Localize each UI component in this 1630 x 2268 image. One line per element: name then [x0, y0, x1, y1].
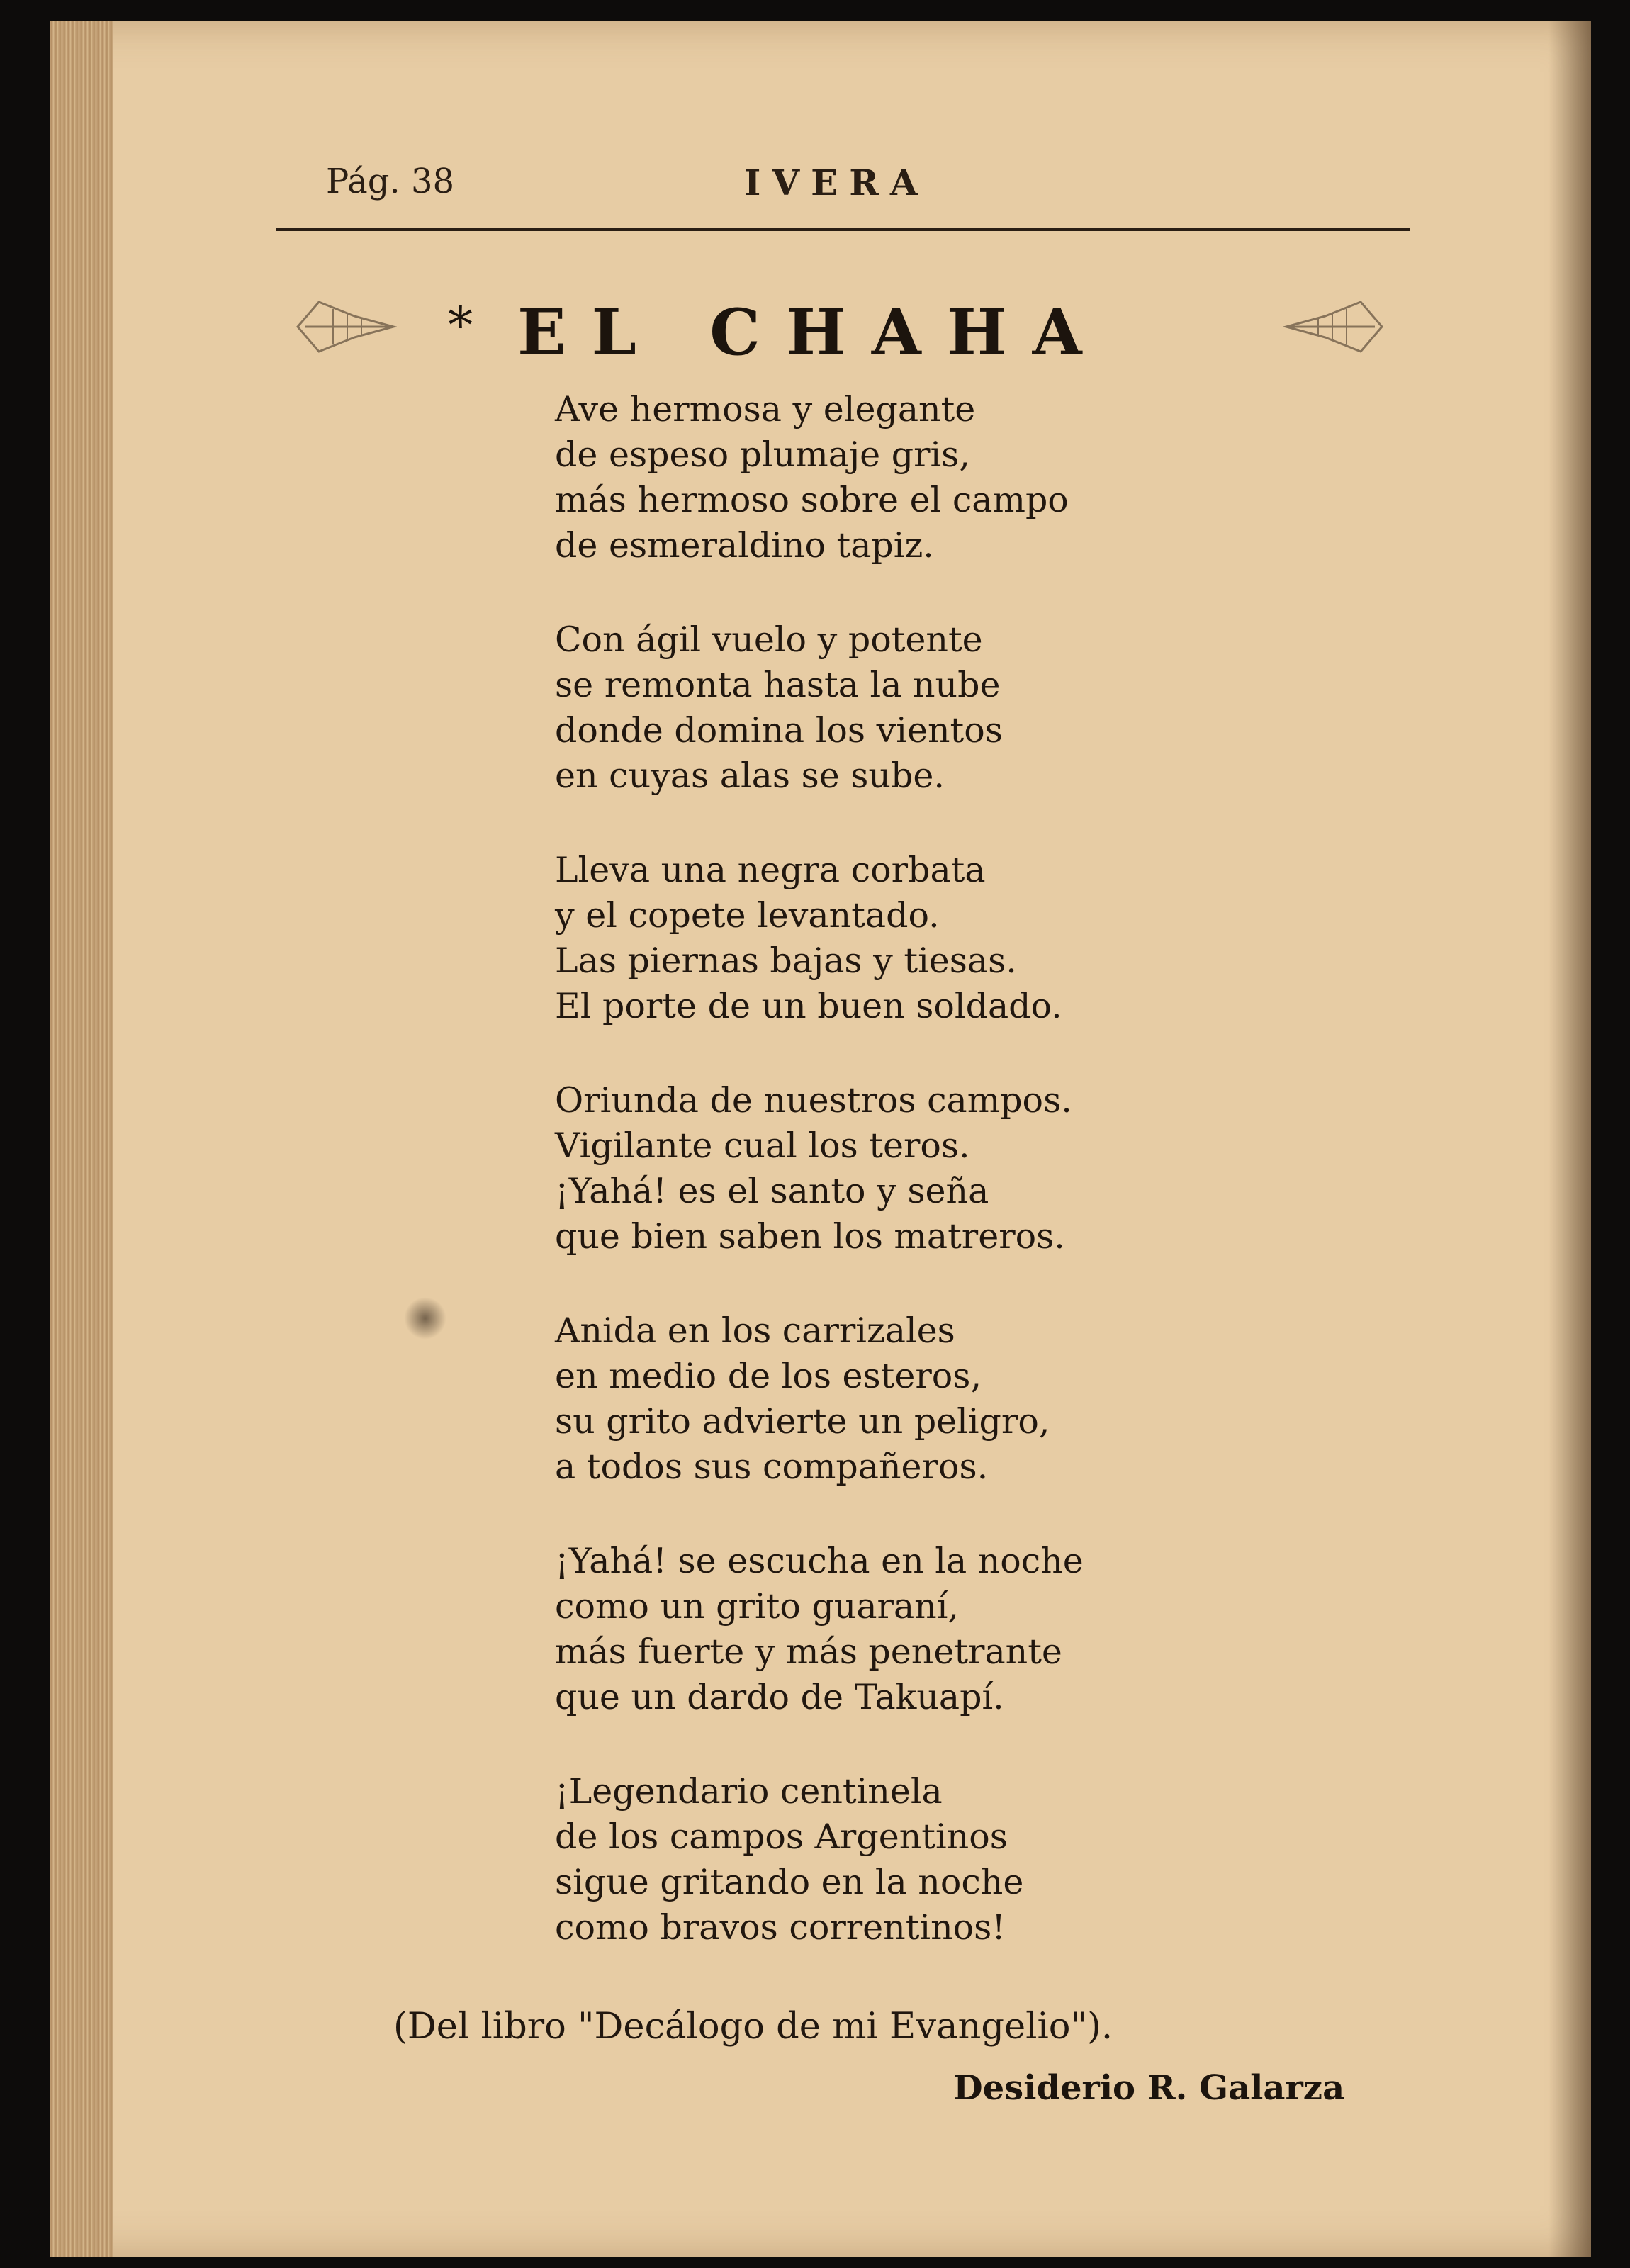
poem-title-row [283, 282, 1389, 370]
stanza [555, 617, 1264, 799]
ink-stain [404, 1297, 446, 1340]
poem-line: que un dardo de Takuapí. [555, 1677, 1004, 1717]
poem-line: y el copete levantado. [555, 895, 940, 936]
poem-line: Oriunda de nuestros campos. [555, 1080, 1072, 1121]
page-edges [50, 21, 113, 2257]
poem-line: a todos sus compañeros. [555, 1447, 989, 1487]
poem-line: El porte de un buen soldado. [555, 986, 1062, 1026]
poem-title: EL CHAHA [517, 295, 1108, 370]
poem-line: en cuyas alas se sube. [555, 756, 945, 796]
poem-line: su grito advierte un peligro, [555, 1401, 1050, 1442]
page-number: Pág. 38 [326, 162, 455, 201]
poem-line: se remonta hasta la nube [555, 665, 1001, 705]
stanza [555, 387, 1264, 568]
journal-title: IVERA [744, 162, 929, 203]
poem-line: de los campos Argentinos [555, 1817, 1008, 1857]
poem-line: Ave hermosa y elegante [555, 389, 976, 430]
poem-line: Con ágil vuelo y potente [555, 619, 983, 660]
stanza [555, 1539, 1264, 1720]
page-header [269, 155, 1421, 211]
stanza [555, 1078, 1264, 1259]
poem-line: como bravos correntinos! [555, 1907, 1006, 1948]
poem-line: de esmeraldino tapiz. [555, 525, 934, 566]
right-ornament-icon [1283, 295, 1389, 359]
header-rule [276, 228, 1410, 231]
star-mark: * [448, 296, 473, 354]
stanza [555, 1769, 1264, 1950]
poem-line: Lleva una negra corbata [555, 850, 986, 890]
poem-line: ¡Yahá! se escucha en la noche [555, 1541, 1084, 1581]
poem-line: Anida en los carrizales [555, 1310, 955, 1351]
poem-line: ¡Legendario centinela [555, 1771, 943, 1812]
poem-body [555, 387, 1264, 1999]
poem-line: Las piernas bajas y tiesas. [555, 941, 1017, 981]
stanza [555, 1308, 1264, 1490]
author-signature: Desiderio R. Galarza [953, 2068, 1345, 2108]
poem-line: como un grito guaraní, [555, 1586, 959, 1627]
left-ornament-icon [291, 295, 397, 359]
poem-line: donde domina los vientos [555, 710, 1003, 751]
poem-line: Vigilante cual los teros. [555, 1125, 970, 1166]
poem-line: en medio de los esteros, [555, 1356, 982, 1396]
source-citation: (Del libro "Decálogo de mi Evangelio"). [393, 2006, 1113, 2048]
poem-line: sigue gritando en la noche [555, 1862, 1024, 1902]
poem-line: de espeso plumaje gris, [555, 434, 970, 475]
stanza [555, 848, 1264, 1029]
spine-shadow [1548, 21, 1591, 2257]
poem-line: ¡Yahá! es el santo y seña [555, 1171, 989, 1211]
poem-line: más fuerte y más penetrante [555, 1632, 1062, 1672]
poem-line: más hermoso sobre el campo [555, 480, 1069, 520]
poem-line: que bien saben los matreros. [555, 1216, 1065, 1257]
